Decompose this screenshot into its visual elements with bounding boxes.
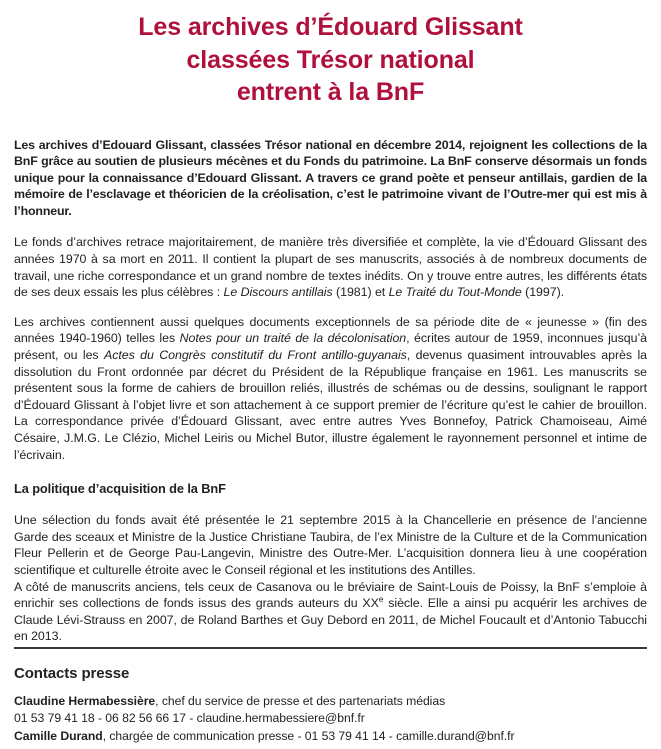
paragraph-documents-text-2: , écrites autour de 1959, inconnues jusqu’à présent, ou les	[14, 331, 647, 363]
lead-paragraph: Les archives d’Edouard Glissant, classées Trésor national en décembre 2014, rejoignent les collections de la BnF grâce au soutien de plusieurs mécènes et du Fonds du patrimoine. La BnF conserve désormais un fonds unique pour la connaissance d’Edouard Glissant. A travers ce grand poète et penseur antillais, gardien de la mémoire de l’esclavage et théoricien de la créolisation, c’est le patrimoine vivant de l’Outre-mer qui est mis à l’honneur.	[14, 137, 647, 218]
contact-person-1-details[interactable]: 01 53 79 41 18 - 06 82 56 66 17 - claudine.hermabessiere@bnf.fr	[14, 711, 365, 725]
ordinal-suffix: e	[378, 594, 384, 605]
work-title-traite-tout-monde: Le Traité du Tout-Monde	[388, 285, 522, 300]
work-title-actes-congres: Actes du Congrès constitutif du Front antillo-guyanais	[103, 348, 407, 363]
paragraph-documents-exceptionnels	[14, 314, 647, 463]
paragraph-documents-text-1: Les archives contiennent aussi quelques documents exceptionnels de sa période dite de « jeunesse » (fin des années 1940-1960) telles les	[14, 314, 647, 346]
paragraph-fonds-text-2: (1981) et	[332, 285, 389, 300]
section-divider	[14, 647, 647, 649]
page-title	[14, 0, 647, 109]
contact-person-2	[14, 728, 647, 746]
paragraph-fonds-text-1: Le fonds d’archives retrace majoritairement, de manière très diversifiée et complète, la vie d’Édouard Glissant des années 1970 à sa mort en 2011. Il contient la plupart de ses manuscrits, associés à de nombreux documents de travail, une riche correspondance et un grand nombre de textes inédits. On y trouve entre autres, les différents états de ses deux essais les plus célèbres :	[14, 235, 647, 300]
page-title-line-2: classées Trésor national	[186, 45, 475, 74]
paragraph-manuscrits-text-2: siècle. Elle a ainsi pu acquérir les archives de Claude Lévi-Strauss en 2007, de Roland Barthes et Guy Debord en 2011, de Michel Foucault et d’Antonio Tabucchi en 2013.	[14, 596, 648, 644]
contact-person-2-role[interactable]: , chargée de communication presse - 01 53 79 41 14 - camille.durand@bnf.fr	[102, 728, 515, 743]
contact-person-1-name: Claudine Hermabessière	[14, 693, 156, 708]
paragraph-fonds-archives	[14, 234, 647, 300]
page-title-line-3: entrent à la BnF	[236, 78, 425, 106]
contact-person-1-role: , chef du service de presse et des partenariats médias	[155, 693, 446, 708]
paragraph-manuscrits-text-1: A côté de manuscrits anciens, tels ceux de Casanova ou le bréviaire de Saint-Louis de Poissy, la BnF s’emploie à enrichir ses collections de fonds issus des grands auteurs du XX	[14, 579, 647, 611]
article-body	[14, 137, 647, 645]
contact-person-2-name: Camille Durand	[14, 728, 103, 743]
work-title-discours-antillais: Le Discours antillais	[223, 285, 333, 300]
paragraph-documents-text-3: , devenus quasiment introuvables après la dissolution du Front ordonnée par décret du Président de la République française en 1961. Les manuscrits se présentent sous la forme de cahiers de brouillon reliés, illustrés de schémas ou de dessins, soulignant le rapport d’Édouard Glissant à l’objet livre et son attachement à ce support premier de l’écriture qu’est le cahier de brouillon. La correspondance privée d’Édouard Glissant, avec entre autres Yves Bonnefoy, Patrick Chamoiseau, Aimé Césaire, J.M.G. Le Clézio, Michel Leiris ou Michel Butor, illustre également le rayonnement personnel et intime de l’écrivain.	[14, 348, 648, 462]
section-heading-politique-acquisition: La politique d’acquisition de la BnF	[14, 481, 226, 497]
page-title-line-1: Les archives d’Édouard Glissant	[138, 13, 523, 41]
contacts-section	[14, 647, 647, 746]
contacts-heading: Contacts presse	[14, 664, 130, 682]
work-title-notes-decolonisation: Notes pour un traité de la décolonisation	[179, 331, 407, 346]
contact-person-1	[14, 693, 647, 711]
paragraph-manuscrits-anciens	[14, 579, 647, 645]
paragraph-fonds-text-3: (1997).	[521, 285, 565, 300]
paragraph-selection-fonds: Une sélection du fonds avait été présentée le 21 septembre 2015 à la Chancellerie en présence de l’ancienne Garde des sceaux et Ministre de la Justice Christiane Taubira, de l’ex Ministre de la Culture et de la Communication Fleur Pellerin et de George Pau-Langevin, Ministre des Outre-Mer. L’acquisition donnera lieu à une coopération scientifique et culturelle étroite avec le Conseil régional et les institutions des Antilles.	[14, 513, 647, 577]
